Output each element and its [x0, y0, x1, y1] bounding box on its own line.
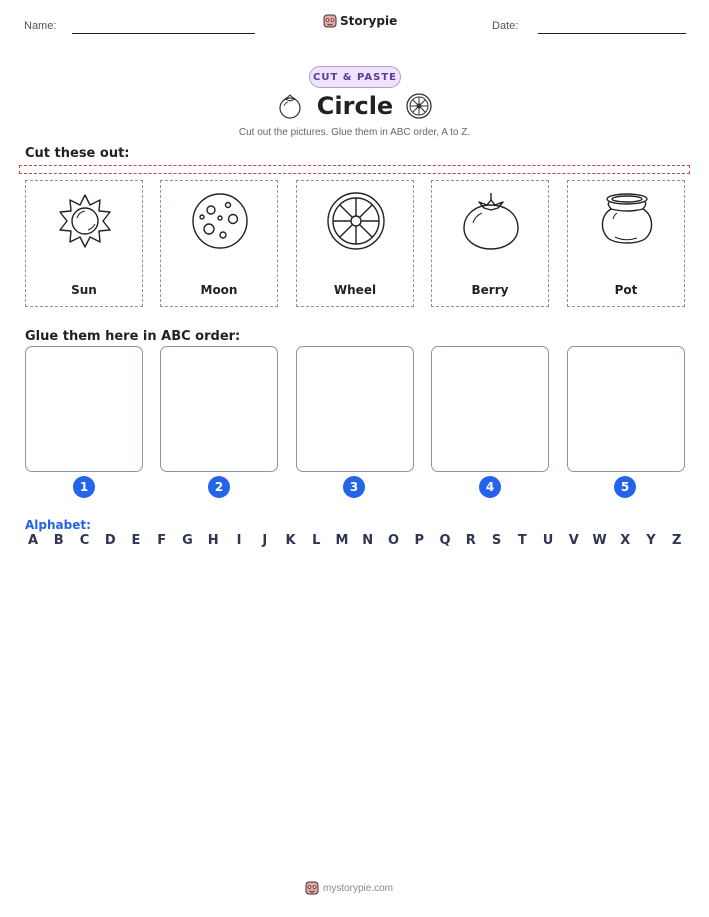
alphabet-letter: G: [182, 533, 193, 548]
glue-section-title: Glue them here in ABC order:: [25, 329, 241, 344]
card-label: Sun: [71, 283, 97, 297]
alphabet-letter: V: [568, 533, 579, 548]
brand-name: Storypie: [340, 14, 398, 28]
wheel-icon: [405, 92, 433, 120]
alphabet-letter: W: [592, 533, 607, 548]
alphabet-letter: J: [262, 533, 268, 548]
alphabet-letter: L: [312, 533, 321, 548]
alphabet-letter: Y: [646, 533, 656, 548]
cut-card-wheel[interactable]: [296, 180, 414, 307]
alphabet-letter: I: [236, 533, 242, 548]
alphabet-letter: Z: [672, 533, 682, 548]
brand-logo: [323, 13, 397, 29]
alphabet-letter: H: [207, 533, 219, 548]
alphabet-letter: O: [387, 533, 400, 548]
glue-slot-4[interactable]: [431, 346, 549, 472]
alphabet-letter: P: [414, 533, 425, 548]
alphabet-letter: N: [362, 533, 374, 548]
alphabet-letter: Q: [439, 533, 451, 548]
name-line[interactable]: [72, 33, 255, 34]
alphabet-letter: U: [542, 533, 554, 548]
instructions: Cut out the pictures. Glue them in ABC order, A to Z.: [238, 127, 471, 138]
footer: [305, 880, 393, 896]
alphabet-letter: K: [285, 533, 296, 548]
berry-icon: [461, 191, 521, 251]
date-label: Date:: [492, 20, 519, 32]
cut-card-berry[interactable]: [431, 180, 549, 307]
glue-slot-1[interactable]: [25, 346, 143, 472]
glue-slot-5[interactable]: [567, 346, 685, 472]
cut-card-sun[interactable]: [25, 180, 143, 307]
alphabet-letter: A: [27, 533, 39, 548]
wheel-icon: [326, 191, 386, 251]
alphabet-letter: R: [465, 533, 476, 548]
footer-url[interactable]: mystorypie.com: [323, 882, 394, 894]
cut-card-pot[interactable]: [567, 180, 685, 307]
card-label: Pot: [614, 283, 638, 297]
alphabet-letter: M: [335, 533, 349, 548]
cut-section-title: Cut these out:: [25, 146, 130, 161]
cut-card-moon[interactable]: [160, 180, 278, 307]
slot-number-5: 5: [614, 476, 636, 498]
sun-icon: [55, 191, 115, 251]
alphabet-letter: T: [517, 533, 527, 548]
glue-slot-2[interactable]: [160, 346, 278, 472]
alphabet-letter: S: [491, 533, 502, 548]
cut-line: [19, 165, 690, 174]
glue-slot-3[interactable]: [296, 346, 414, 472]
alphabet-letter: B: [53, 533, 64, 548]
card-label: Moon: [200, 283, 238, 297]
cut-paste-badge: CUT & PASTE: [309, 66, 401, 88]
alphabet-letter: X: [620, 533, 631, 548]
date-line[interactable]: [538, 33, 686, 34]
slot-number-4: 4: [479, 476, 501, 498]
storypie-mascot-icon: [305, 880, 319, 896]
alphabet-row: [25, 533, 685, 548]
slot-number-1: 1: [73, 476, 95, 498]
card-label: Berry: [471, 283, 509, 297]
storypie-mascot-icon: [323, 13, 337, 29]
name-label: Name:: [24, 20, 57, 32]
alphabet-letter: F: [157, 533, 167, 548]
alphabet-letter: D: [104, 533, 116, 548]
alphabet-letter: E: [131, 533, 141, 548]
slot-number-2: 2: [208, 476, 230, 498]
pot-icon: [597, 191, 657, 251]
moon-icon: [190, 191, 250, 251]
card-label: Wheel: [333, 283, 377, 297]
alphabet-letter: C: [79, 533, 90, 548]
alphabet-title: Alphabet:: [25, 518, 91, 532]
slot-number-3: 3: [343, 476, 365, 498]
page-title: Circle: [316, 92, 394, 120]
